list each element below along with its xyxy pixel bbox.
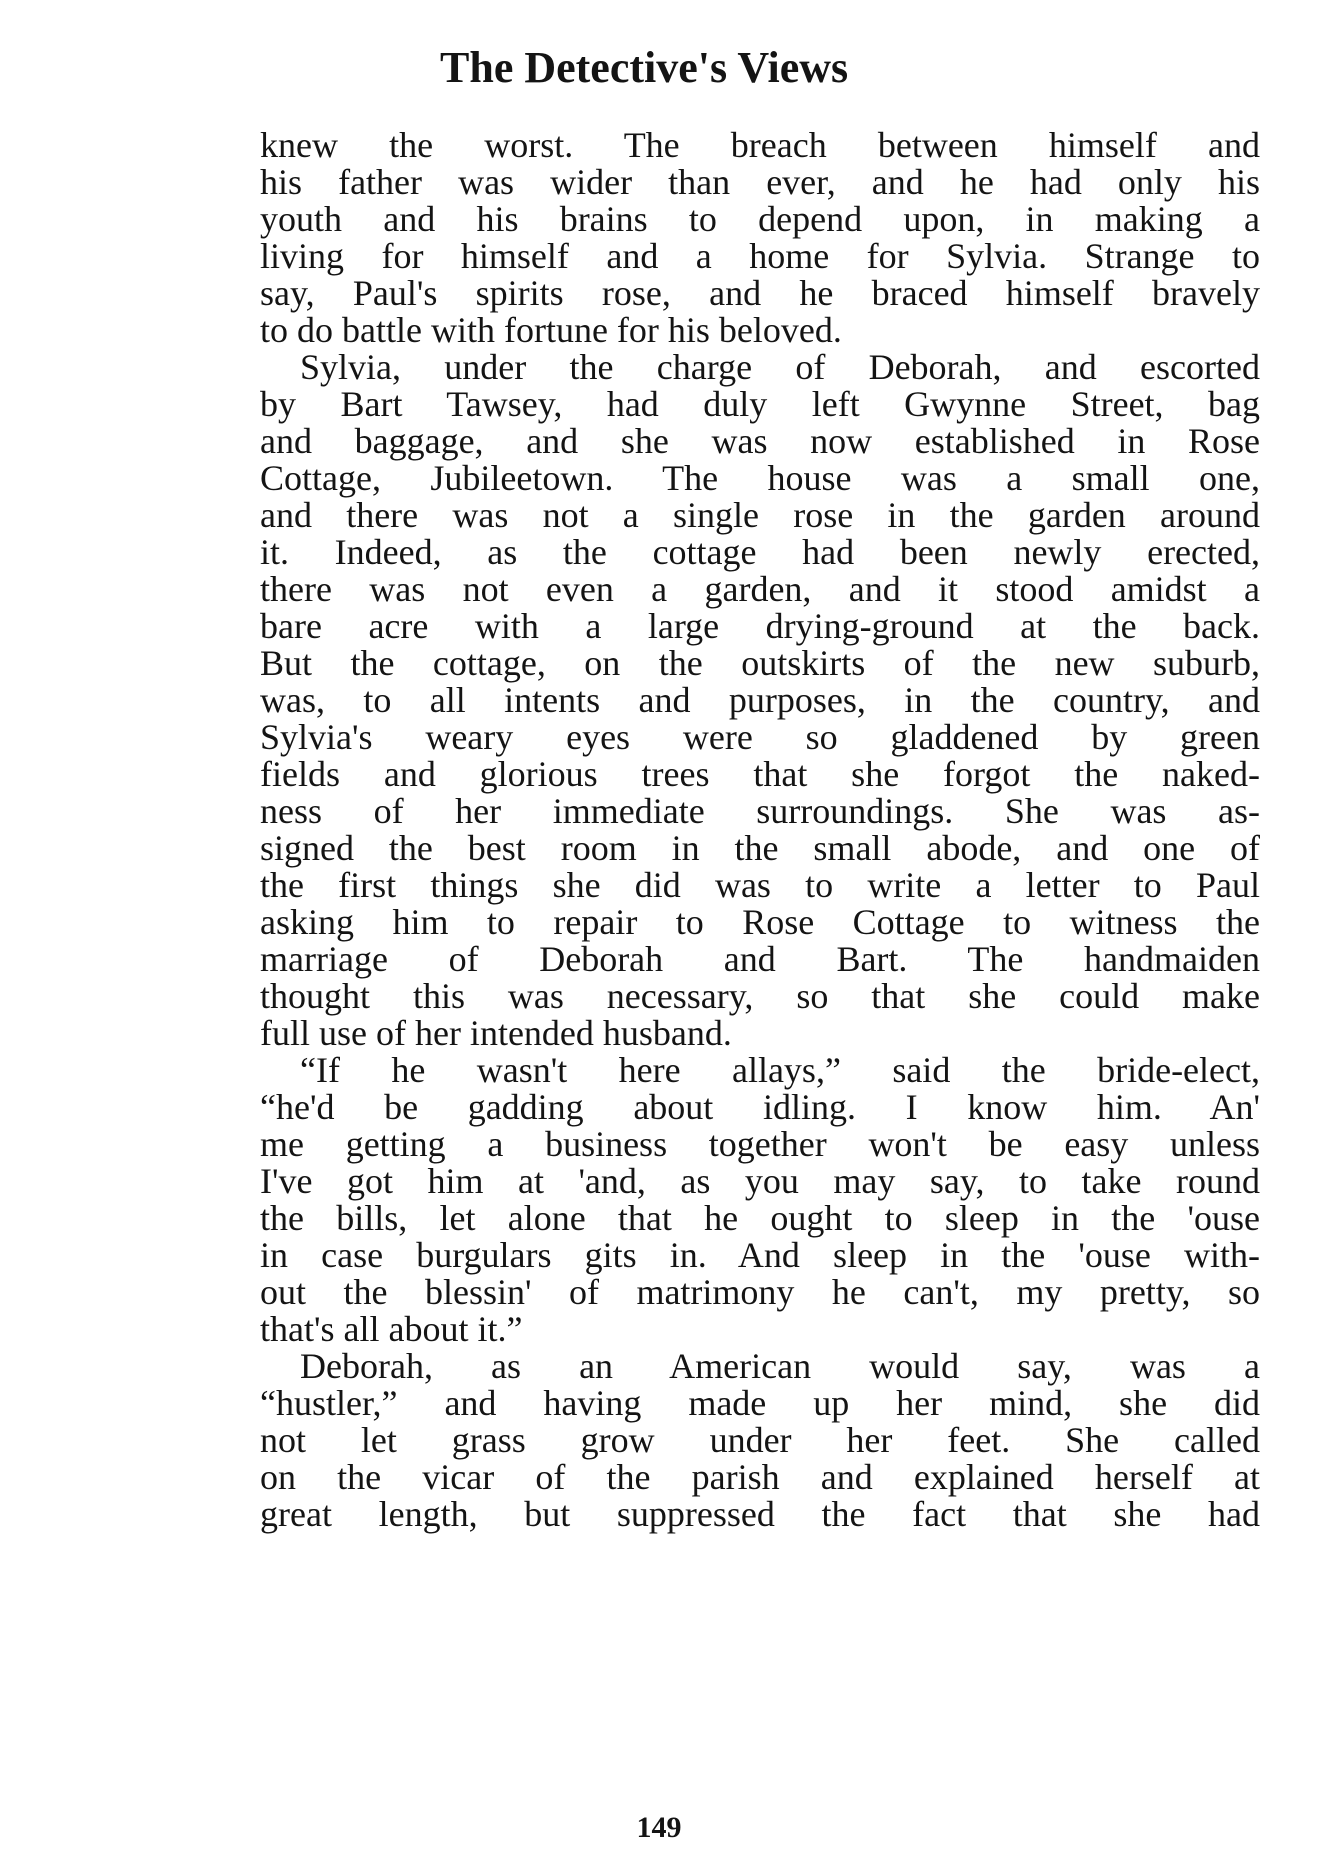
text-line: was, to all intents and purposes, in the country, and <box>260 680 1260 720</box>
text-line: the bills, let alone that he ought to sleep in the 'ouse <box>260 1198 1260 1238</box>
text-line: fields and glorious trees that she forgot the naked- <box>260 754 1260 794</box>
text-line: not let grass grow under her feet. She called <box>260 1420 1260 1460</box>
text-line: youth and his brains to depend upon, in making a <box>260 199 1260 239</box>
text-line: “If he wasn't here allays,” said the bride-elect, <box>300 1050 1260 1090</box>
text-line: and there was not a single rose in the garden around <box>260 495 1260 535</box>
text-line: bare acre with a large drying-ground at the back. <box>260 606 1260 646</box>
text-line: Sylvia, under the charge of Deborah, and escorted <box>300 347 1260 387</box>
text-line: great length, but suppressed the fact that she had <box>260 1494 1260 1534</box>
text-line: on the vicar of the parish and explained herself at <box>260 1457 1260 1497</box>
body-text <box>260 127 1260 1533</box>
text-line: thought this was necessary, so that she could make <box>260 976 1260 1016</box>
text-line: by Bart Tawsey, had duly left Gwynne Street, bag <box>260 384 1260 424</box>
text-line: to do battle with fortune for his beloved. <box>260 310 842 350</box>
text-line: that's all about it.” <box>260 1309 523 1349</box>
text-line: signed the best room in the small abode, and one of <box>260 828 1260 868</box>
page-number: 149 <box>636 1811 682 1844</box>
text-line: out the blessin' of matrimony he can't, my pretty, so <box>260 1272 1260 1312</box>
text-line: I've got him at 'and, as you may say, to take round <box>260 1161 1260 1201</box>
text-line: me getting a business together won't be easy unless <box>260 1124 1260 1164</box>
text-line: the first things she did was to write a letter to Paul <box>260 865 1260 905</box>
text-line: marriage of Deborah and Bart. The handmaiden <box>260 939 1260 979</box>
text-line: “hustler,” and having made up her mind, she did <box>260 1383 1260 1423</box>
text-line: Cottage, Jubileetown. The house was a small one, <box>260 458 1260 498</box>
running-head: The Detective's Views <box>440 43 849 92</box>
text-line: and baggage, and she was now established in Rose <box>260 421 1260 461</box>
text-line: ness of her immediate surroundings. She was as- <box>260 791 1260 831</box>
text-line: living for himself and a home for Sylvia. Strange to <box>260 236 1260 276</box>
text-line: full use of her intended husband. <box>260 1013 732 1053</box>
text-line: Deborah, as an American would say, was a <box>300 1346 1260 1386</box>
text-line: his father was wider than ever, and he had only his <box>260 162 1260 202</box>
text-line: Sylvia's weary eyes were so gladdened by green <box>260 717 1260 757</box>
text-line: say, Paul's spirits rose, and he braced himself bravely <box>260 273 1260 313</box>
text-line: it. Indeed, as the cottage had been newly erected, <box>260 532 1260 572</box>
text-line: asking him to repair to Rose Cottage to witness the <box>260 902 1260 942</box>
text-line: there was not even a garden, and it stood amidst a <box>260 569 1260 609</box>
text-line: in case burgulars gits in. And sleep in the 'ouse with- <box>260 1235 1260 1275</box>
text-line: knew the worst. The breach between himself and <box>260 125 1260 165</box>
text-line: “he'd be gadding about idling. I know him. An' <box>260 1087 1260 1127</box>
text-line: But the cottage, on the outskirts of the new suburb, <box>260 643 1260 683</box>
